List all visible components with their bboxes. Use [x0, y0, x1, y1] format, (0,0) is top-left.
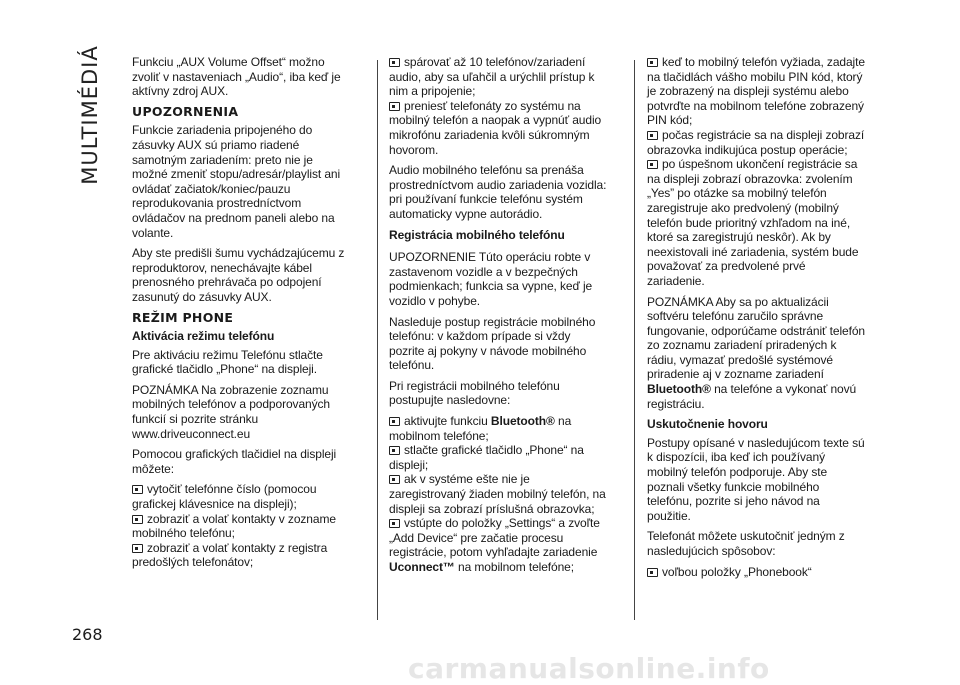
paragraph: Aby ste predišli šumu vychádzajúcemu z reproduktorov, nenechávajte kábel prenosného prehrávača po odpojení zasunutý do zásuvky AUX. [132, 246, 345, 304]
list-item: keď to mobilný telefón vyžiada, zadajte na tlačidlách vášho mobilu PIN kód, ktorý je zobrazený na displeji systému alebo potvrďte na mobilnom telefóne zobrazený PIN kód; [647, 55, 865, 128]
text-column-2 [389, 55, 607, 575]
column-divider [377, 60, 378, 620]
page-number: 268 [72, 625, 103, 644]
list-item: po úspešnom ukončení registrácie sa na displeji zobrazí obrazovka: zvolením „Yes” po otázke sa mobilný telefón zaregistruje ako predvolený (mobilný telefón bude prioritný vzhľadom na iné, ktoré sa zaregistrujú neskôr). Ak by neexistovali iné zariadenia, systém bude považovať za predvolené prvé zariadenie. [647, 157, 859, 288]
paragraph: Nasleduje postup registrácie mobilného telefónu: v každom prípade si vždy pozrite aj pokyny v návode mobilného telefónu. [389, 314, 596, 373]
bullet-icon [647, 131, 658, 140]
list-item: spárovať až 10 telefónov/zariadení audio, aby sa uľahčil a urýchlil prístup k nim a pripojenie; [389, 55, 595, 99]
paragraph: Telefonát môžete uskutočniť jedným z nasledujúcich spôsobov: [647, 529, 845, 558]
bullet-icon [389, 519, 400, 528]
paragraph: Pomocou grafických tlačidiel na displeji môžete: [132, 447, 337, 476]
bullet-icon [647, 58, 658, 67]
paragraph: Pre aktiváciu režimu Telefónu stlačte grafické tlačidlo „Phone“ na displeji. [132, 347, 323, 377]
paragraph: Postupy opísané v nasledujúcom texte sú k dispozícii, iba keď ich používaný mobilný telefón podporuje. Aby ste poznali všetky funkcie mobilného telefónu, pozrite si jeho návod na použitie. [647, 435, 865, 523]
note-paragraph: POZNÁMKA Na zobrazenie zoznamu mobilných telefónov a podporovaných funkcií si pozrite stránku www.driveuconnect.eu [132, 382, 330, 441]
bullet-icon [389, 58, 400, 67]
bullet-icon [389, 417, 400, 426]
bullet-icon [389, 446, 400, 455]
paragraph: Funkciu „AUX Volume Offset“ možno zvoliť v nastaveniach „Audio“, iba keď je aktívny zdroj AUX. [132, 55, 341, 99]
bullet-icon [647, 160, 658, 169]
list-item: počas registrácie sa na displeji zobrazí obrazovka indikujúca postup operácie; [647, 127, 865, 157]
list-item: aktivujte funkciu Bluetooth® na mobilnom telefóne; [389, 414, 572, 443]
list-item: zobraziť a volať kontakty v zozname mobilného telefónu; [132, 511, 336, 541]
bullet-icon [389, 475, 400, 484]
paragraph: Pri registrácii mobilného telefónu postupujte nasledovne: [389, 378, 560, 408]
warning-paragraph: UPOZORNENIE Túto operáciu robte v zastavenom vozidle a v bezpečných podmienkach; funkcia sa vypne, keď je vozidlo v pohybe. [389, 250, 593, 308]
list-item: ak v systéme ešte nie je zaregistrovaný žiaden mobilný telefón, na displeji sa zobrazí príslušná obrazovka; [389, 472, 606, 516]
text-column-1 [132, 55, 350, 570]
subheading-making-call: Uskutočnenie hovoru [647, 417, 768, 432]
list-item: stlačte grafické tlačidlo „Phone“ na displeji; [389, 443, 584, 472]
text-column-3 [647, 55, 865, 579]
note-paragraph: POZNÁMKA Aby sa po aktualizácii softvéru telefónu zaručilo správne fungovanie, odporúčame odstrániť telefón zo zoznamu zariadení priradených k rádiu, vymazať predošlé systémové priradenie aj v zozname zariadení Bluetooth® na telefóne a vykonať novú registráciu. [647, 294, 865, 411]
section-title: MULTIMÉDIÁ [78, 45, 102, 185]
list-item: preniesť telefonáty zo systému na mobilný telefón a naopak a vypnúť audio mikrofónu zariadenia kvôli súkromným hovorom. [389, 98, 602, 157]
bullet-icon [132, 485, 143, 494]
section-title-vertical [60, 40, 120, 190]
list-item: zobraziť a volať kontakty z registra predošlých telefonátov; [132, 540, 328, 570]
list-item: vstúpte do položky „Settings“ a zvoľte „Add Device“ pre začatie procesu registrácie, potom vyhľadajte zariadenie Uconnect™ na mobilnom telefóne; [389, 516, 600, 574]
heading-warnings: UPOZORNENIA [132, 103, 239, 119]
list-item: voľbou položky „Phonebook“ [647, 565, 865, 580]
paragraph: Audio mobilného telefónu sa prenáša prostredníctvom audio zariadenia vozidla: pri používaní funkcie telefónu systém automaticky vypne autorádio. [389, 163, 607, 221]
list-item: vytočiť telefónne číslo (pomocou grafickej klávesnice na displeji); [132, 482, 317, 512]
subheading-activation: Aktivácia režimu telefónu [132, 329, 275, 344]
column-divider [634, 60, 635, 620]
subheading-registration: Registrácia mobilného telefónu [389, 227, 565, 242]
bullet-icon [132, 515, 143, 524]
bullet-icon [132, 544, 143, 553]
watermark: carmanualsonline.info [408, 652, 770, 685]
paragraph: Funkcie zariadenia pripojeného do zásuvky AUX sú priamo riadené samotným zariadením: preto nie je možné zmeniť stopu/adresár/playlist ani ovládať začiatok/koniec/pauzu reprodukovania prostredníctvom ovládačov na prednom paneli alebo na volante. [132, 123, 341, 240]
bullet-icon [389, 102, 400, 111]
heading-phone-mode: REŽIM PHONE [132, 309, 234, 325]
bullet-icon [647, 568, 658, 577]
